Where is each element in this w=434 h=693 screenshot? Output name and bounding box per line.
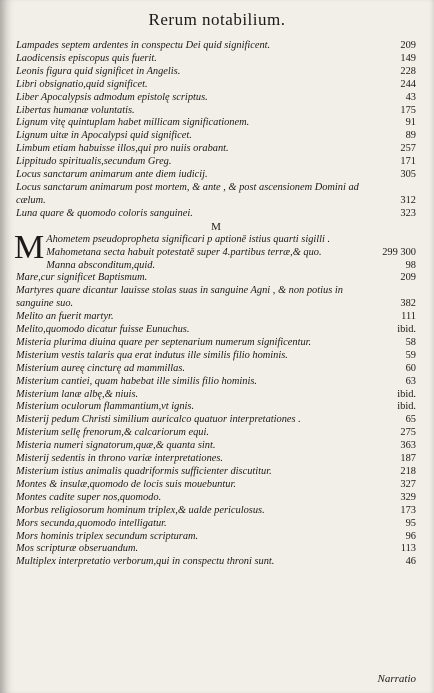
index-entry <box>16 105 416 118</box>
entry-text: Melito an fuerit martyr. <box>16 311 114 323</box>
entry-text: Luna quare & quomodo coloris sanguinei. <box>16 207 193 219</box>
entry-text: Misterium aureę cincturę ad mammillas. <box>16 362 186 374</box>
entry-page-number: 59 <box>405 349 416 361</box>
index-entry <box>16 466 416 479</box>
entry-text: Locus sanctarum animarum post mortem, & ante , & post ascensionem Domini ad cælum. <box>16 181 359 206</box>
entry-page-number: 275 <box>400 427 416 439</box>
entry-text: Melito,quomodo dicatur fuisse Eunuchus. <box>16 324 190 336</box>
index-entry <box>16 130 416 143</box>
index-entry <box>16 79 416 92</box>
index-entry <box>16 182 416 208</box>
entry-page-number: 299 300 <box>382 246 416 258</box>
entry-text: Liber Apocalypsis admodum epistolę scriptus. <box>16 91 208 103</box>
index-entry <box>16 556 416 569</box>
entry-page-number: 46 <box>405 556 416 568</box>
entry-text: Martyres quare dicantur lauisse stolas suas in sanguine Agni , & non potius in sanguine suo. <box>16 285 343 310</box>
drop-cap-initial: M <box>14 228 45 266</box>
entry-text: Libertas humanæ voluntatis. <box>16 104 135 116</box>
index-entry <box>16 53 416 66</box>
entry-page-number: 327 <box>400 478 416 490</box>
entry-text: Lignum vitę quintuplam habet millicam significationem. <box>16 117 250 129</box>
entry-text: Lampades septem ardentes in conspectu Dei quid significent. <box>16 40 271 51</box>
entry-text: Mors secunda,quomodo intelligatur. <box>16 517 167 529</box>
entry-page-number: 382 <box>400 298 416 310</box>
index-entry <box>16 350 416 363</box>
index-entry <box>16 479 416 492</box>
index-entry <box>16 66 416 79</box>
index-entry <box>16 492 416 505</box>
index-entries <box>16 40 416 569</box>
entry-text: Morbus religiosorum hominum triplex,& ualde periculosus. <box>16 504 265 516</box>
entry-page-number: 257 <box>400 143 416 155</box>
entry-text: Multiplex interpretatio verborum,qui in conspectu throni sunt. <box>16 556 275 568</box>
entry-text: Montes cadite super nos,quomodo. <box>16 491 162 503</box>
index-entry <box>16 427 416 440</box>
entry-page-number: 363 <box>400 440 416 452</box>
entry-text: Laodicensis episcopus quis fuerit. <box>16 52 157 64</box>
entry-page-number: ibid. <box>397 388 416 400</box>
entry-page-number: 305 <box>400 169 416 181</box>
index-entry <box>16 337 416 350</box>
catchword: Narratio <box>377 673 416 685</box>
entry-text: Mos scripturæ obseruandum. <box>16 543 139 555</box>
entry-page-number: 218 <box>400 466 416 477</box>
index-entry <box>16 401 416 414</box>
index-entry <box>16 272 416 285</box>
entry-page-number: 329 <box>400 491 416 503</box>
entry-page-number: 244 <box>400 78 416 90</box>
entry-text: Lippitudo spiritualis,secundum Greg. <box>16 156 172 168</box>
index-entry <box>16 324 416 337</box>
entry-page-number: ibid. <box>397 324 416 336</box>
entry-page-number: 323 <box>400 207 416 219</box>
index-entry <box>16 169 416 182</box>
index-entry <box>16 208 416 221</box>
entry-page-number: 91 <box>405 117 416 129</box>
entry-text: Misterium vestis talaris qua erat indutus ille similis filio hominis. <box>16 349 288 361</box>
index-entry <box>16 92 416 105</box>
entry-page-number: 175 <box>400 104 416 116</box>
entry-text: Locus sanctarum animarum ante diem iudicij. <box>16 169 208 181</box>
entry-page-number: 187 <box>400 453 416 465</box>
entry-text: Misterij sedentis in throno variæ interpretationes. <box>16 453 224 465</box>
entry-page-number: 312 <box>400 194 416 206</box>
entry-text: Mors hominis triplex secundum scripturam. <box>16 530 199 542</box>
entry-text: Manna absconditum,quid. <box>46 259 156 271</box>
entry-text: Montes & insulæ,quomodo de locis suis mouebuntur. <box>16 478 236 490</box>
entry-page-number: 149 <box>400 52 416 64</box>
entry-text: Misteria plurima diuina quare per septenarium numerum significentur. <box>16 336 312 348</box>
index-entry <box>16 505 416 518</box>
index-entry <box>16 285 416 311</box>
index-entry <box>16 260 416 273</box>
section-heading-m: M <box>211 220 221 233</box>
entry-text: Lignum uitæ in Apocalypsi quid significet. <box>16 130 192 142</box>
index-entry <box>16 40 416 53</box>
index-entry <box>16 311 416 324</box>
entry-text: Misterium cantiei, quam habebat ille similis filio hominis. <box>16 375 257 387</box>
entry-text: Ahometem pseudopropheta significari p aptionē istius quarti sigilli . Mahometana secta habuit potestatē super 4.partibus terræ,& quo. <box>46 233 331 258</box>
entry-text: Mare,cur significet Baptismum. <box>16 272 148 284</box>
index-entry <box>16 518 416 531</box>
entry-page-number: 89 <box>405 130 416 142</box>
index-entry <box>16 143 416 156</box>
entry-page-number: 228 <box>400 65 416 77</box>
entry-page-number: 95 <box>405 517 416 529</box>
entry-text: Libri obsignatio,quid significet. <box>16 78 148 90</box>
entry-page-number: 209 <box>400 272 416 284</box>
index-entry <box>16 414 416 427</box>
index-entry <box>16 453 416 466</box>
index-entry <box>16 117 416 130</box>
entry-text: Misterium sellę frenorum,& calcariorum equi. <box>16 427 209 439</box>
page-title: Rerum notabilium. <box>148 10 286 29</box>
entry-page-number: 171 <box>400 156 416 168</box>
index-entry <box>16 376 416 389</box>
entry-text: Misterium istius animalis quadriformis sufficienter discutitur. <box>16 466 272 477</box>
entry-text: Misterium oculorum flammantium,vt ignis. <box>16 401 195 413</box>
index-entry <box>16 363 416 376</box>
entry-page-number: ibid. <box>397 401 416 413</box>
section-l-list <box>16 40 416 221</box>
section-m-list <box>14 228 416 570</box>
index-entry <box>16 440 416 453</box>
entry-text: Leonis figura quid significet in Angelis. <box>16 65 181 77</box>
entry-page-number: 209 <box>400 40 416 51</box>
entry-text: Misterij pedum Christi similium auricalco quatuor interpretationes . <box>16 414 301 426</box>
index-entry <box>16 543 416 556</box>
index-entry <box>16 156 416 169</box>
index-entry <box>16 531 416 544</box>
entry-page-number: 98 <box>405 259 416 271</box>
entry-page-number: 113 <box>400 543 416 555</box>
entry-text: Limbum etiam habuisse illos,qui pro nuiis orabant. <box>16 143 229 155</box>
entry-page-number: 111 <box>401 311 416 323</box>
entry-text: Misteria numeri signatorum,quæ,& quanta sint. <box>16 440 216 452</box>
entry-page-number: 96 <box>405 530 416 542</box>
index-entry <box>16 389 416 402</box>
entry-page-number: 65 <box>405 414 416 426</box>
entry-page-number: 43 <box>405 91 416 103</box>
entry-page-number: 60 <box>405 362 416 374</box>
entry-page-number: 58 <box>405 336 416 348</box>
entry-page-number: 63 <box>405 375 416 387</box>
entry-text: Misterium lanæ albę,& niuis. <box>16 388 139 400</box>
entry-page-number: 173 <box>400 504 416 516</box>
